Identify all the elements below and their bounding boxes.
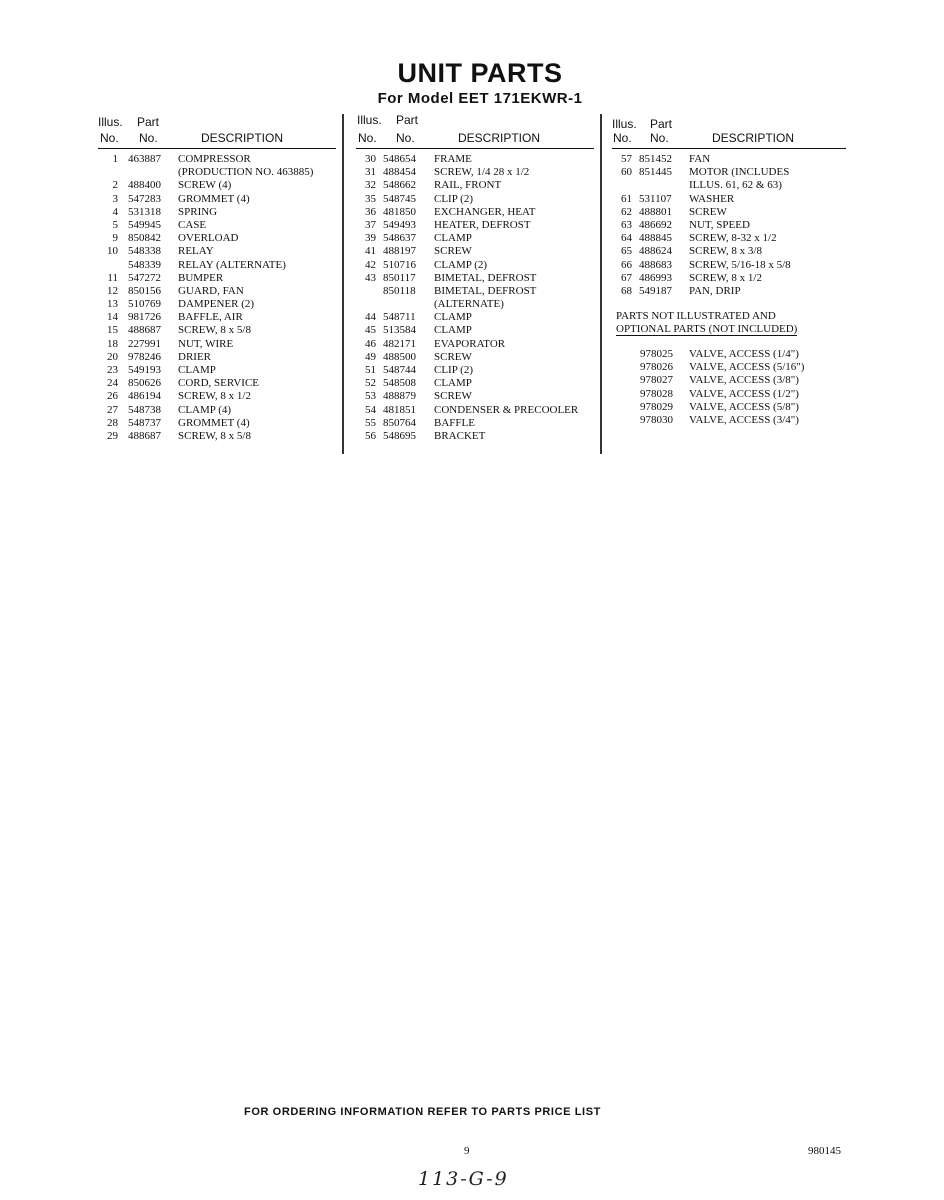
- part-number: 549945: [128, 218, 161, 231]
- part-description: HEATER, DEFROST: [434, 218, 531, 231]
- part-description: BRACKET: [434, 429, 486, 442]
- part-description: CASE: [178, 218, 207, 231]
- part-description: CORD, SERVICE: [178, 377, 260, 390]
- part-description: SCREW, 8 x 1/2: [178, 390, 251, 403]
- parts-row: [98, 430, 336, 443]
- parts-row: [98, 245, 336, 258]
- column-header: [98, 113, 336, 149]
- part-description: CLIP (2): [434, 364, 474, 376]
- part-no-header: No.: [650, 131, 669, 145]
- part-description: COMPRESSOR: [178, 153, 251, 165]
- part-description: DRIER: [178, 350, 211, 363]
- part-number: 850842: [128, 232, 161, 245]
- illus-number: 49: [365, 350, 376, 363]
- part-number: 978026: [640, 361, 673, 374]
- part-description: SCREW, 8-32 x 1/2: [689, 232, 777, 245]
- parts-row: [98, 311, 336, 324]
- illus-number: 3: [112, 192, 118, 205]
- part-number: 488687: [128, 429, 161, 442]
- column-header: [356, 113, 594, 149]
- parts-row: [612, 193, 846, 206]
- part-description: ILLUS. 61, 62 & 63): [689, 179, 782, 192]
- part-number: 850117: [383, 271, 416, 284]
- illus-number: 39: [365, 232, 376, 245]
- parts-row: [612, 153, 846, 166]
- part-description: SCREW, 8 x 1/2: [689, 271, 762, 284]
- parts-row: [612, 219, 846, 232]
- optional-parts-note: OPTIONAL PARTS (NOT INCLUDED): [616, 323, 798, 335]
- parts-row: [356, 324, 594, 337]
- handwritten-note: 113-G-9: [418, 1168, 509, 1190]
- part-description: SCREW, 5/16-18 x 5/8: [689, 258, 791, 271]
- parts-row: [98, 404, 336, 417]
- header-rule: [356, 148, 594, 150]
- parts-row: [98, 153, 336, 166]
- parts-row: [98, 272, 336, 285]
- part-number: 488801: [639, 205, 672, 218]
- model-subtitle: For Model EET 171EKWR-1: [377, 90, 583, 107]
- part-description: CLAMP: [434, 232, 472, 245]
- parts-row: [98, 179, 336, 192]
- parts-row: [356, 377, 594, 390]
- part-description: GROMMET (4): [178, 416, 250, 429]
- part-number: 548744: [383, 364, 416, 376]
- parts-row: [98, 351, 336, 364]
- part-description: SCREW, 1/4 28 x 1/2: [434, 166, 530, 179]
- parts-list: [98, 153, 336, 443]
- part-description: SCREW, 8 x 5/8: [178, 429, 251, 442]
- parts-row: [356, 219, 594, 232]
- part-number: 486993: [639, 271, 672, 284]
- illus-number: 52: [365, 377, 376, 390]
- part-number: 481851: [383, 403, 416, 416]
- parts-row: [356, 351, 594, 364]
- illus-number: 67: [621, 271, 632, 284]
- parts-row: [356, 193, 594, 206]
- part-number: 548662: [383, 179, 416, 192]
- parts-column-1: [98, 113, 336, 443]
- illus-number: 37: [365, 218, 376, 231]
- part-number: 978028: [640, 387, 673, 400]
- illus-number: 65: [621, 245, 632, 258]
- illus-number: 29: [107, 429, 118, 442]
- part-number: 548637: [383, 232, 416, 245]
- illus-no-header: No.: [358, 131, 377, 145]
- parts-row: [356, 166, 594, 179]
- part-number: 488845: [639, 232, 672, 245]
- part-number: 488454: [383, 166, 416, 179]
- part-number: 486194: [128, 390, 161, 403]
- part-number: 549193: [128, 364, 161, 376]
- description-header: DESCRIPTION: [712, 131, 795, 145]
- illus-number: 36: [365, 205, 376, 218]
- parts-row: [612, 166, 846, 179]
- description-header: DESCRIPTION: [201, 131, 284, 145]
- illus-number: 43: [365, 271, 376, 284]
- parts-row: [612, 259, 846, 272]
- description-header: DESCRIPTION: [458, 131, 541, 145]
- part-number: 850764: [383, 416, 416, 429]
- part-header: Part: [137, 115, 160, 129]
- part-description: RELAY: [178, 245, 214, 258]
- column-divider: [600, 114, 602, 454]
- illus-number: 24: [107, 377, 118, 390]
- part-description: (PRODUCTION NO. 463885): [178, 166, 314, 179]
- illus-number: 54: [365, 403, 376, 416]
- illus-number: 10: [107, 245, 118, 258]
- part-number: 981726: [128, 311, 161, 324]
- part-number: 510716: [383, 258, 416, 271]
- parts-row: [612, 206, 846, 219]
- part-description: CLAMP: [434, 377, 472, 390]
- part-description: DAMPENER (2): [178, 298, 255, 311]
- part-number: 486692: [639, 218, 672, 231]
- parts-row: [356, 364, 594, 377]
- illus-number: 66: [621, 258, 632, 271]
- illus-number: 30: [365, 153, 376, 165]
- parts-row: [98, 338, 336, 351]
- part-number: 488400: [128, 179, 161, 192]
- part-number: 488683: [639, 258, 672, 271]
- optional-part-row: [612, 414, 846, 427]
- part-header: Part: [650, 117, 673, 131]
- part-description: VALVE, ACCESS (3/8"): [689, 374, 799, 387]
- illus-number: 63: [621, 218, 632, 231]
- header-rule: [98, 148, 336, 150]
- illus-number: 1: [112, 153, 118, 165]
- parts-row: [98, 193, 336, 206]
- part-number: 548654: [383, 153, 416, 165]
- part-description: CLAMP (2): [434, 258, 488, 271]
- part-description: SCREW: [689, 205, 727, 218]
- page-title: UNIT PARTS: [397, 58, 563, 88]
- illus-number: 56: [365, 429, 376, 442]
- parts-row: [612, 285, 846, 298]
- parts-row: [612, 272, 846, 285]
- parts-row: [98, 298, 336, 311]
- part-description: SPRING: [178, 205, 218, 218]
- parts-row: [356, 390, 594, 403]
- part-description: WASHER: [689, 192, 735, 205]
- document-number: 980145: [808, 1145, 841, 1157]
- part-number: 850118: [383, 284, 416, 297]
- part-description: RAIL, FRONT: [434, 179, 502, 192]
- part-description: CLAMP: [178, 364, 216, 376]
- illus-number: 55: [365, 416, 376, 429]
- part-description: SCREW (4): [178, 179, 232, 192]
- parts-row: [98, 324, 336, 337]
- illus-number: 61: [621, 192, 632, 205]
- parts-row: [356, 206, 594, 219]
- parts-row: [356, 285, 594, 298]
- part-number: 488624: [639, 245, 672, 258]
- parts-row: [98, 285, 336, 298]
- illus-number: 23: [107, 364, 118, 376]
- illus-number: 15: [107, 324, 118, 337]
- part-description: SCREW, 8 x 3/8: [689, 245, 762, 258]
- part-description: CONDENSER & PRECOOLER: [434, 403, 579, 416]
- illus-number: 42: [365, 258, 376, 271]
- part-number: 547283: [128, 192, 161, 205]
- part-description: RELAY (ALTERNATE): [178, 258, 286, 271]
- parts-row: [356, 298, 594, 311]
- optional-part-row: [612, 388, 846, 401]
- parts-row: [356, 338, 594, 351]
- parts-row: [356, 311, 594, 324]
- illus-number: 28: [107, 416, 118, 429]
- part-description: SCREW: [434, 390, 472, 403]
- parts-row: [612, 179, 846, 192]
- illus-number: 57: [621, 153, 632, 165]
- illus-header: Illus.: [98, 115, 123, 129]
- illus-number: 41: [365, 245, 376, 258]
- parts-row: [356, 272, 594, 285]
- part-number: 531107: [639, 192, 672, 205]
- parts-row: [356, 259, 594, 272]
- parts-row: [98, 232, 336, 245]
- part-number: 510769: [128, 298, 161, 311]
- part-description: GUARD, FAN: [178, 284, 244, 297]
- part-number: 481850: [383, 205, 416, 218]
- part-number: 482171: [383, 337, 416, 350]
- parts-row: [98, 219, 336, 232]
- illus-number: 51: [365, 364, 376, 376]
- parts-row: [98, 417, 336, 430]
- illus-number: 20: [107, 350, 118, 363]
- ordering-info: FOR ORDERING INFORMATION REFER TO PARTS PRICE LIST: [244, 1106, 601, 1118]
- part-number: 548738: [128, 403, 161, 416]
- part-description: NUT, SPEED: [689, 218, 750, 231]
- illus-number: 31: [365, 166, 376, 179]
- illus-number: 44: [365, 311, 376, 324]
- part-description: EXCHANGER, HEAT: [434, 205, 536, 218]
- illus-number: 14: [107, 311, 118, 324]
- parts-row: [356, 245, 594, 258]
- part-description: BIMETAL, DEFROST: [434, 271, 537, 284]
- part-description: VALVE, ACCESS (5/8"): [689, 400, 799, 413]
- illus-number: 2: [112, 179, 118, 192]
- optional-part-row: [612, 361, 846, 374]
- parts-row: [356, 404, 594, 417]
- part-number: 488500: [383, 350, 416, 363]
- part-number: 488687: [128, 324, 161, 337]
- illus-number: 26: [107, 390, 118, 403]
- illus-number: 32: [365, 179, 376, 192]
- parts-column-2: [356, 113, 594, 443]
- part-number: 548339: [128, 258, 161, 271]
- part-number: 548338: [128, 245, 161, 258]
- part-description: BAFFLE: [434, 416, 475, 429]
- illus-number: 62: [621, 205, 632, 218]
- part-number: 978029: [640, 400, 673, 413]
- part-description: VALVE, ACCESS (1/2"): [689, 387, 799, 400]
- part-number: 850626: [128, 377, 161, 390]
- illus-number: 11: [107, 271, 118, 284]
- part-number: 978246: [128, 350, 161, 363]
- part-number: 463887: [128, 153, 161, 165]
- part-description: CLIP (2): [434, 192, 474, 205]
- parts-row: [98, 364, 336, 377]
- part-no-header: No.: [396, 131, 415, 145]
- part-number: 531318: [128, 205, 161, 218]
- part-number: 548737: [128, 416, 161, 429]
- part-no-header: No.: [139, 131, 158, 145]
- part-description: FRAME: [434, 153, 472, 165]
- illus-no-header: No.: [613, 131, 632, 145]
- parts-list: [612, 153, 846, 298]
- part-description: EVAPORATOR: [434, 337, 506, 350]
- illus-number: 60: [621, 166, 632, 179]
- part-number: 227991: [128, 337, 161, 350]
- parts-row: [98, 377, 336, 390]
- part-number: 549493: [383, 218, 416, 231]
- illus-header: Illus.: [357, 113, 382, 127]
- optional-part-row: [612, 348, 846, 361]
- part-description: BIMETAL, DEFROST: [434, 284, 537, 297]
- not-illustrated-note: PARTS NOT ILLUSTRATED AND: [616, 310, 776, 322]
- column-header: [612, 113, 846, 149]
- part-description: MOTOR (INCLUDES: [689, 166, 790, 179]
- illus-number: 35: [365, 192, 376, 205]
- illus-header: Illus.: [612, 117, 637, 131]
- part-description: SCREW, 8 x 5/8: [178, 324, 251, 337]
- parts-row: [356, 430, 594, 443]
- part-number: 851452: [639, 153, 672, 165]
- part-description: BUMPER: [178, 271, 224, 284]
- optional-part-row: [612, 401, 846, 414]
- part-description: NUT, WIRE: [178, 337, 234, 350]
- part-number: 548695: [383, 429, 416, 442]
- parts-row: [356, 179, 594, 192]
- part-description: VALVE, ACCESS (3/4"): [689, 413, 799, 426]
- illus-number: 53: [365, 390, 376, 403]
- part-description: OVERLOAD: [178, 232, 239, 245]
- part-header: Part: [396, 113, 419, 127]
- part-number: 978025: [640, 348, 673, 360]
- illus-number: 45: [365, 324, 376, 337]
- parts-list: [356, 153, 594, 443]
- part-number: 547272: [128, 271, 161, 284]
- illus-number: 68: [621, 284, 632, 297]
- part-number: 978030: [640, 413, 673, 426]
- part-description: GROMMET (4): [178, 192, 250, 205]
- optional-parts-list: [612, 348, 846, 427]
- part-number: 850156: [128, 284, 161, 297]
- illus-number: 46: [365, 337, 376, 350]
- part-description: SCREW: [434, 350, 472, 363]
- part-description: (ALTERNATE): [434, 298, 504, 311]
- parts-row: [98, 390, 336, 403]
- optional-part-row: [612, 374, 846, 387]
- part-number: 851445: [639, 166, 672, 179]
- part-number: 488197: [383, 245, 416, 258]
- illus-number: 27: [107, 403, 118, 416]
- part-description: BAFFLE, AIR: [178, 311, 243, 324]
- parts-row: [612, 245, 846, 258]
- part-number: 513584: [383, 324, 416, 337]
- parts-row: [98, 259, 336, 272]
- illus-number: 18: [107, 337, 118, 350]
- part-number: 549187: [639, 284, 672, 297]
- page-number: 9: [464, 1145, 470, 1157]
- part-description: VALVE, ACCESS (5/16"): [689, 361, 805, 374]
- column-divider: [342, 114, 344, 454]
- illus-number: 4: [112, 205, 118, 218]
- part-description: PAN, DRIP: [689, 284, 741, 297]
- part-number: 978027: [640, 374, 673, 387]
- parts-row: [98, 166, 336, 179]
- illus-number: 12: [107, 284, 118, 297]
- part-description: CLAMP: [434, 311, 472, 324]
- parts-row: [98, 206, 336, 219]
- part-description: CLAMP: [434, 324, 472, 337]
- illus-number: 9: [112, 232, 118, 245]
- part-description: CLAMP (4): [178, 403, 232, 416]
- parts-row: [612, 232, 846, 245]
- illus-no-header: No.: [100, 131, 119, 145]
- part-description: FAN: [689, 153, 711, 165]
- part-description: VALVE, ACCESS (1/4"): [689, 348, 799, 360]
- part-number: 548508: [383, 377, 416, 390]
- illus-number: 13: [107, 298, 118, 311]
- illus-number: 64: [621, 232, 632, 245]
- header-rule: [612, 148, 846, 150]
- part-description: SCREW: [434, 245, 472, 258]
- parts-row: [356, 153, 594, 166]
- part-number: 548745: [383, 192, 416, 205]
- part-number: 488879: [383, 390, 416, 403]
- parts-column-3: [612, 113, 846, 298]
- parts-row: [356, 232, 594, 245]
- illus-number: 5: [112, 218, 118, 231]
- parts-row: [356, 417, 594, 430]
- part-number: 548711: [383, 311, 416, 324]
